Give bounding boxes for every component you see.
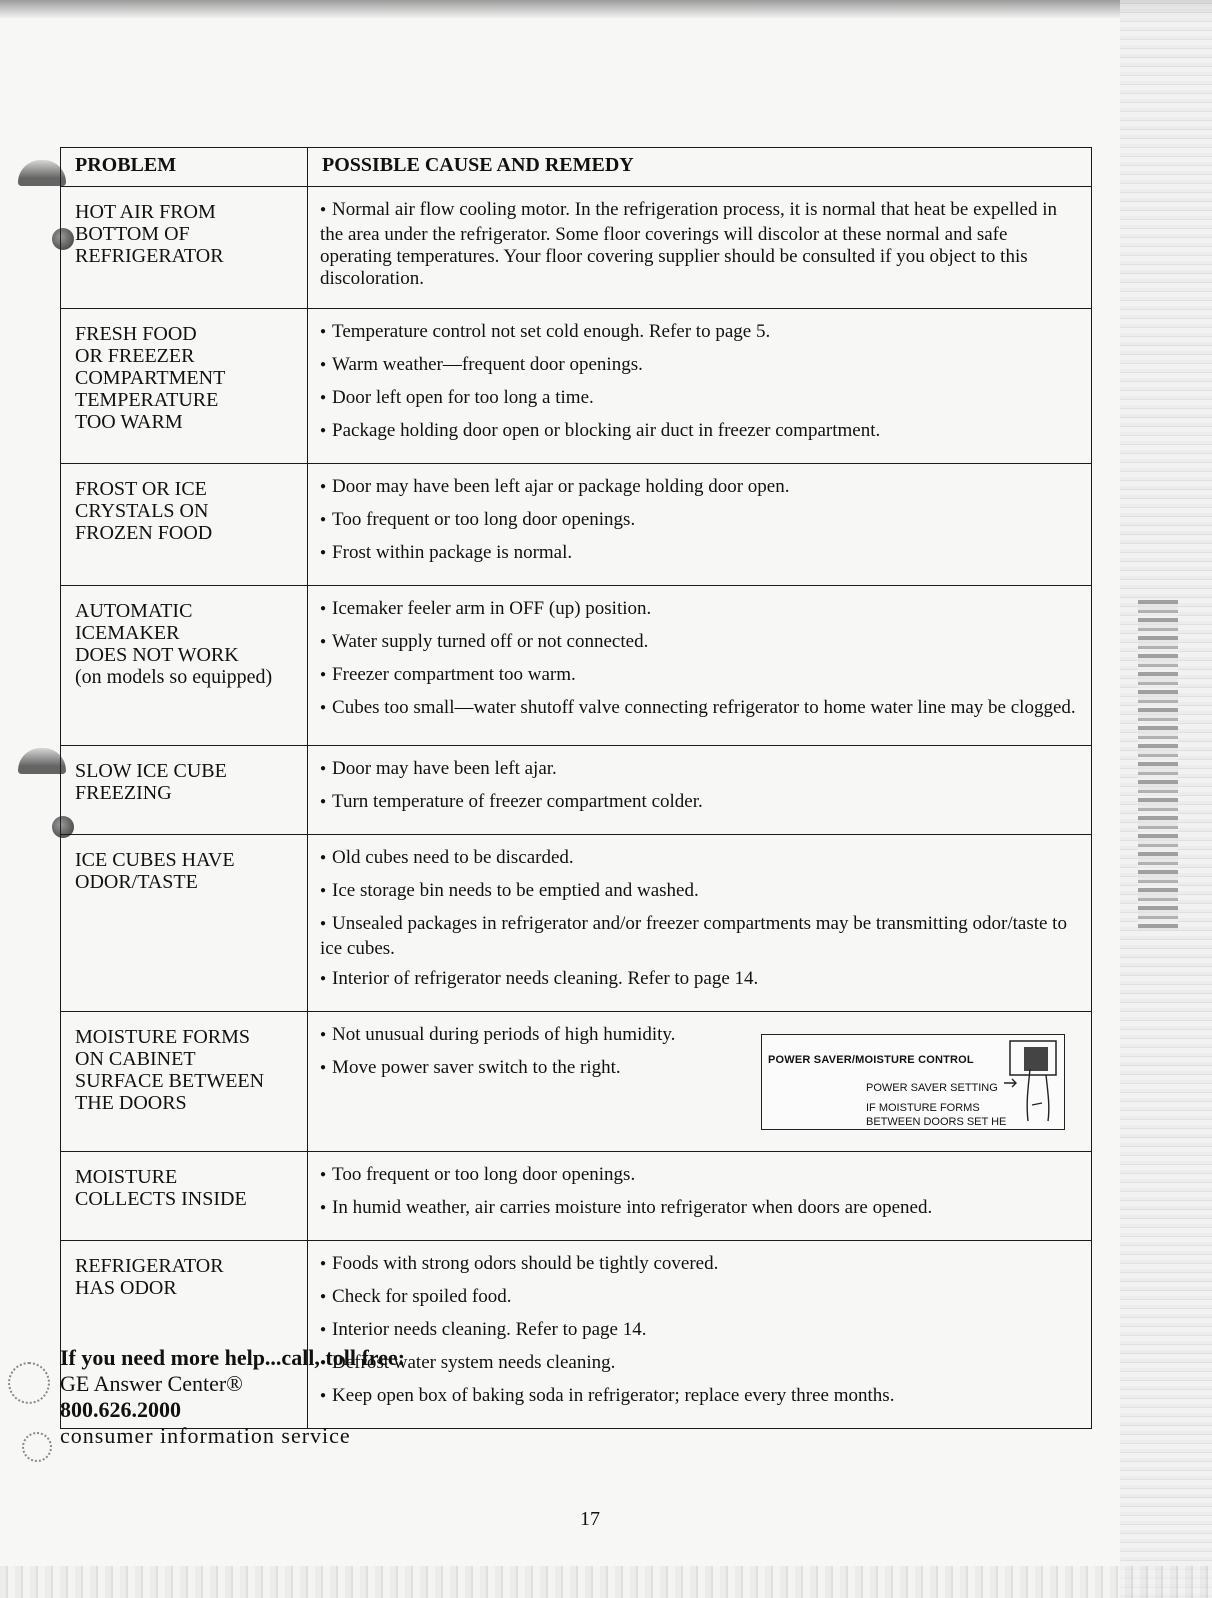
binder-clip-top bbox=[18, 160, 66, 186]
table-row bbox=[61, 1012, 1092, 1152]
remedy-item: ● Freezer compartment too warm. bbox=[320, 664, 1077, 689]
remedy-item: ● Frost within package is normal. bbox=[320, 542, 1077, 567]
remedy-item: ● Package holding door open or blocking air duct in freezer compartment. bbox=[320, 420, 1077, 445]
remedy-item: ● Door may have been left ajar. bbox=[320, 758, 1077, 783]
remedy-cell bbox=[308, 187, 1092, 309]
table-row bbox=[61, 309, 1092, 464]
problem-line: AUTOMATIC bbox=[75, 600, 193, 622]
remedy-item: ● Door left open for too long a time. bbox=[320, 387, 1077, 412]
header-problem: PROBLEM bbox=[61, 148, 308, 187]
problem-line: ICE CUBES HAVE bbox=[75, 849, 235, 871]
remedy-item: ● Ice storage bin needs to be emptied and washed. bbox=[320, 880, 1077, 905]
remedy-item: ● Check for spoiled food. bbox=[320, 1286, 1077, 1311]
service-tagline: consumer information service bbox=[60, 1423, 351, 1448]
problem-cell bbox=[61, 746, 308, 835]
problem-line: FROST OR ICE bbox=[75, 478, 207, 500]
problem-line: ICEMAKER bbox=[75, 622, 180, 644]
problem-cell bbox=[61, 1152, 308, 1241]
answer-center-name: GE Answer Center® bbox=[60, 1371, 243, 1396]
toll-free-number: 800.626.2000 bbox=[60, 1397, 181, 1422]
problem-line: COMPARTMENT bbox=[75, 367, 226, 389]
remedy-item: ● Cubes too small—water shutoff valve connecting refrigerator to home water line may be clogged. bbox=[320, 697, 1077, 722]
remedy-item: ● Door may have been left ajar or package holding door open. bbox=[320, 476, 1077, 501]
troubleshooting-table bbox=[60, 147, 1092, 1429]
table-header-row bbox=[61, 148, 1092, 187]
problem-line: CRYSTALS ON bbox=[75, 500, 209, 522]
moisture-remedy-wrap bbox=[320, 1024, 1077, 1130]
problem-line: SLOW ICE CUBE bbox=[75, 760, 227, 782]
remedy-cell bbox=[308, 746, 1092, 835]
remedy-item: ● Interior of refrigerator needs cleaning. Refer to page 14. bbox=[320, 968, 1077, 993]
table-row bbox=[61, 746, 1092, 835]
remedy-cell bbox=[308, 1152, 1092, 1241]
ge-logo-icon bbox=[8, 1362, 50, 1404]
remedy-cell bbox=[308, 835, 1092, 1012]
table-row bbox=[61, 835, 1092, 1012]
problem-line: COLLECTS INSIDE bbox=[75, 1188, 247, 1210]
problem-line: FREEZING bbox=[75, 782, 172, 804]
problem-cell bbox=[61, 187, 308, 309]
diagram-title: POWER SAVER/MOISTURE CONTROL bbox=[768, 1054, 974, 1066]
problem-line: FRESH FOOD bbox=[75, 323, 197, 345]
table-row bbox=[61, 1152, 1092, 1241]
problem-line: SURFACE BETWEEN bbox=[75, 1070, 265, 1092]
problem-line: HAS ODOR bbox=[75, 1277, 177, 1299]
problem-cell bbox=[61, 586, 308, 746]
scan-right-edge bbox=[1120, 0, 1212, 1598]
ge-logo-small-icon bbox=[22, 1432, 52, 1462]
problem-line: MOISTURE bbox=[75, 1166, 178, 1188]
remedy-item: ● Warm weather—frequent door openings. bbox=[320, 354, 1077, 379]
remedy-item: ● Foods with strong odors should be tightly covered. bbox=[320, 1253, 1077, 1278]
remedy-item: ● In humid weather, air carries moisture into refrigerator when doors are opened. bbox=[320, 1197, 1077, 1222]
remedy-cell bbox=[308, 309, 1092, 464]
remedy-cell bbox=[308, 464, 1092, 586]
remedy-cell bbox=[308, 1012, 1092, 1152]
remedy-item: ● Normal air flow cooling motor. In the refrigeration process, it is normal that heat be expelled in the area under the refrigerator. Some floor coverings will discolor at these normal and safe operating temperatures. Your floor covering supplier should be consulted if you object to this discoloration. bbox=[320, 199, 1077, 290]
diagram-setting-label: POWER SAVER SETTING bbox=[866, 1082, 998, 1094]
remedy-item: ● Keep open box of baking soda in refrigerator; replace every three months. bbox=[320, 1385, 1077, 1410]
problem-cell bbox=[61, 309, 308, 464]
problem-line: (on models so equipped) bbox=[75, 666, 273, 688]
problem-line: THE DOORS bbox=[75, 1092, 187, 1114]
remedy-item: ● Move power saver switch to the right. bbox=[320, 1057, 675, 1082]
power-saver-switch-illustration bbox=[1002, 1039, 1060, 1123]
remedy-item: ● Not unusual during periods of high humidity. bbox=[320, 1024, 675, 1049]
problem-line: REFRIGERATOR bbox=[75, 245, 224, 267]
problem-line: MOISTURE FORMS bbox=[75, 1026, 251, 1048]
remedy-cell bbox=[308, 586, 1092, 746]
problem-line: OR FREEZER bbox=[75, 345, 195, 367]
page-number: 17 bbox=[580, 1508, 600, 1530]
help-contact-block bbox=[60, 1345, 405, 1449]
scan-top-edge bbox=[0, 0, 1212, 18]
diagram-moisture-label: IF MOISTURE FORMS bbox=[866, 1102, 980, 1114]
table-row bbox=[61, 586, 1092, 746]
problem-cell bbox=[61, 464, 308, 586]
remedy-item: ● Too frequent or too long door openings. bbox=[320, 509, 1077, 534]
remedy-cell bbox=[308, 1241, 1092, 1429]
remedy-item: ● Turn temperature of freezer compartment colder. bbox=[320, 791, 1077, 816]
problem-cell bbox=[61, 1012, 308, 1152]
remedy-item: ● Water supply turned off or not connected. bbox=[320, 631, 1077, 656]
problem-line: REFRIGERATOR bbox=[75, 1255, 224, 1277]
problem-line: ON CABINET bbox=[75, 1048, 196, 1070]
problem-cell bbox=[61, 835, 308, 1012]
troubleshooting-sheet bbox=[60, 147, 1092, 1429]
problem-line: FROZEN FOOD bbox=[75, 522, 213, 544]
header-remedy: POSSIBLE CAUSE AND REMEDY bbox=[308, 148, 1092, 187]
remedy-item: ● Icemaker feeler arm in OFF (up) position. bbox=[320, 598, 1077, 623]
remedy-item: ● Temperature control not set cold enough. Refer to page 5. bbox=[320, 321, 1077, 346]
problem-line: DOES NOT WORK bbox=[75, 644, 239, 666]
problem-line: ODOR/TASTE bbox=[75, 871, 198, 893]
problem-line: HOT AIR FROM bbox=[75, 201, 216, 223]
table-row bbox=[61, 187, 1092, 309]
power-saver-diagram bbox=[761, 1034, 1065, 1130]
table-row bbox=[61, 464, 1092, 586]
remedy-item: ● Too frequent or too long door openings. bbox=[320, 1164, 1077, 1189]
problem-line: TOO WARM bbox=[75, 411, 183, 433]
remedy-item: ● Interior needs cleaning. Refer to page 14. bbox=[320, 1319, 1077, 1344]
remedy-item: ● Defrost water system needs cleaning. bbox=[320, 1352, 1077, 1377]
problem-line: TEMPERATURE bbox=[75, 389, 219, 411]
remedy-item: ● Unsealed packages in refrigerator and/or freezer compartments may be transmitting odor/taste to ice cubes. bbox=[320, 913, 1077, 960]
remedy-item: ● Old cubes need to be discarded. bbox=[320, 847, 1077, 872]
problem-line: BOTTOM OF bbox=[75, 223, 190, 245]
help-heading: If you need more help...call, toll free: bbox=[60, 1345, 406, 1370]
diagram-doors-label: BETWEEN DOORS SET HE bbox=[866, 1116, 1007, 1128]
binder-clip-middle bbox=[18, 748, 66, 774]
moisture-remedy-list bbox=[320, 1024, 675, 1130]
scan-bottom-edge bbox=[0, 1566, 1212, 1598]
